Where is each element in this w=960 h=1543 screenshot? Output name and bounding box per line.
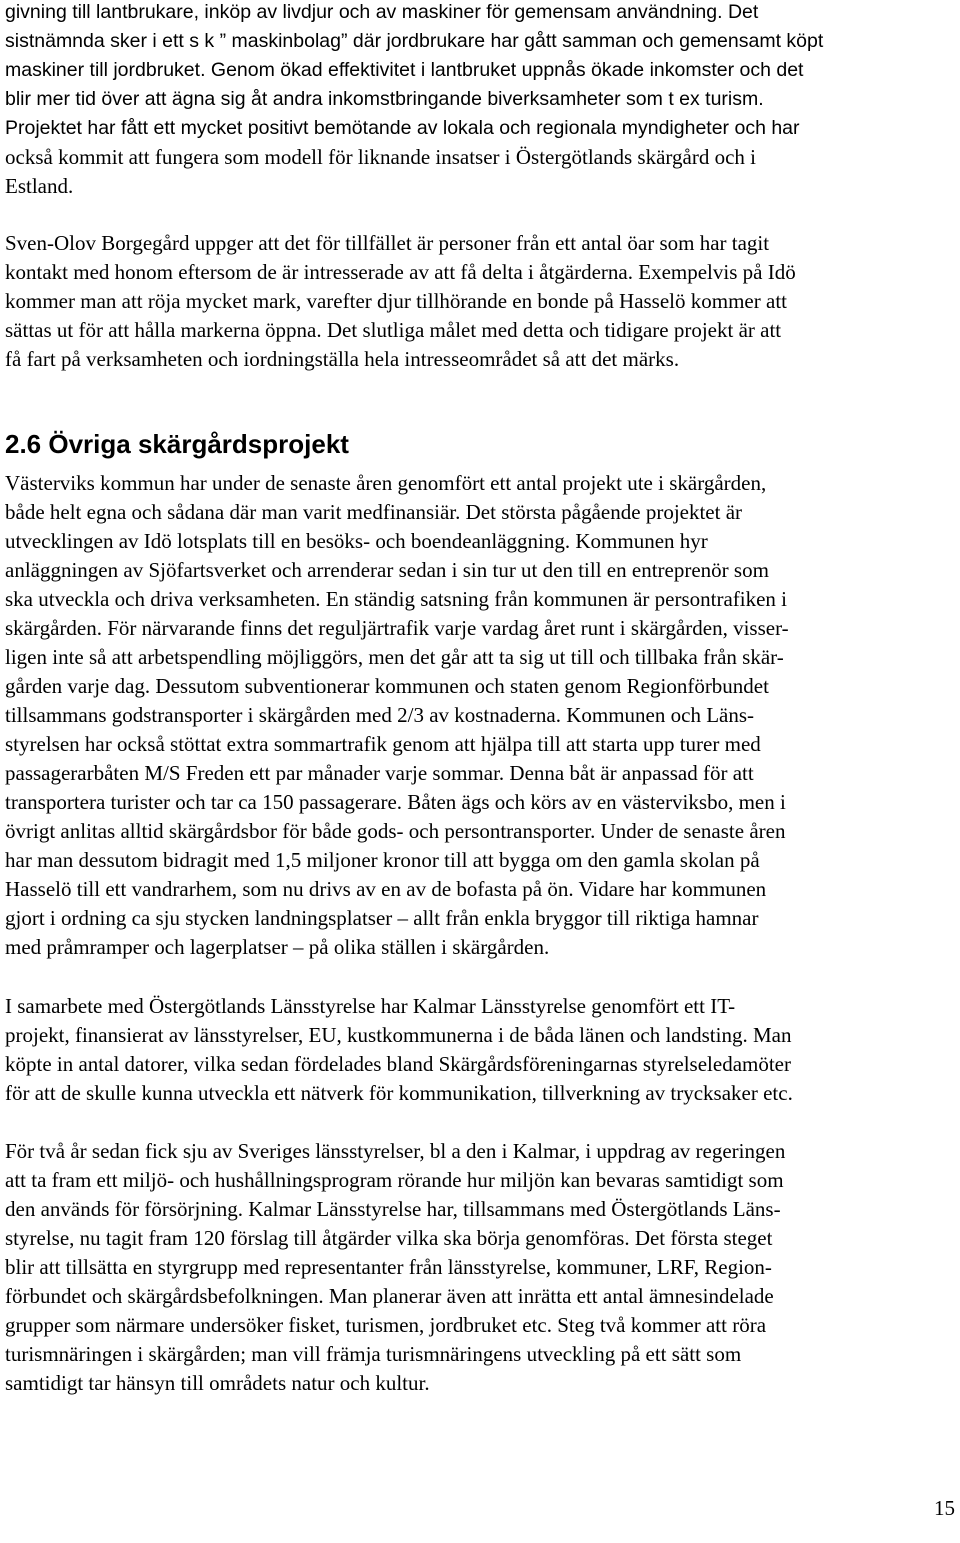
paragraph-borgegard [5,229,955,374]
text-line: samtidigt tar hänsyn till områdets natur och kultur. [5,1371,430,1395]
text-line: Estland. [5,174,74,198]
text-line: köpte in antal datorer, vilka sedan fördelades bland Skärgårdsföreningarnas styrelseledamöter [5,1052,791,1076]
text-line: givning till lantbrukare, inköp av livdjur och av maskiner för gemensam användning. Det [5,1,759,23]
text-line: också kommit att fungera som modell för liknande insatser i Östergötlands skärgård och i [5,145,756,169]
text-line: sistnämnda sker i ett s k ” maskinbolag” där jordbrukare har gått samman och gemensamt köpt [5,30,824,52]
text-line: övrigt anlitas alltid skärgårdsbor för både gods- och persontransporter. Under de senaste åren [5,819,786,843]
text-line: blir mer tid över att ägna sig åt andra inkomstbringande biverksamheter som t ex turism. [5,88,764,110]
text-line: har man dessutom bidragit med 1,5 miljoner kronor till att bygga om den gamla skolan på [5,848,760,872]
text-line: skärgården. För närvarande finns det reguljärtrafik varje vardag året runt i skärgården, visser- [5,616,789,640]
text-line: anläggningen av Sjöfartsverket och arrenderar sedan i sin tur ut den till en entreprenör som [5,558,769,582]
text-line: den används för försörjning. Kalmar Länsstyrelse har, tillsammans med Östergötlands Läns- [5,1197,781,1221]
text-line: sättas ut för att hålla markerna öppna. Det slutliga målet med detta och tidigare projekt är att [5,318,782,342]
text-line: projekt, finansierat av länsstyrelser, EU, kustkommunerna i de båda länen och landsting. Man [5,1023,792,1047]
text-line: att ta fram ett miljö- och hushållningsprogram rörande hur miljön kan bevaras samtidigt som [5,1168,784,1192]
text-line: kontakt med honom eftersom de är intresserade av att få delta i åtgärderna. Exempelvis på Idö [5,260,796,284]
text-line: blir att tillsätta en styrgrupp med representanter från länsstyrelse, kommuner, LRF, Region- [5,1255,772,1279]
text-line: tillsammans godstransporter i skärgården med 2/3 av kostnaderna. Kommunen och Läns- [5,703,755,727]
paragraph-ovriga-projekt [5,469,955,962]
text-line: med pråmramper och lagerplatser – på olika ställen i skärgården. [5,935,550,959]
text-line: transportera turister och tar ca 150 passagerare. Båten ägs och körs av en västerviksbo, men i [5,790,786,814]
paragraph-miljoprogram [5,1137,955,1398]
text-line: både helt egna och sådana där man varit medfinansiär. Det största pågående projektet är [5,500,743,524]
text-line: passagerarbåten M/S Freden ett par månader varje sommar. Denna båt är anpassad för att [5,761,754,785]
text-line: Hasselö till ett vandrarhem, som nu drivs av en av de bofasta på ön. Vidare har kommunen [5,877,767,901]
page-number: 15 [934,1496,955,1520]
text-line: För två år sedan fick sju av Sveriges länsstyrelser, bl a den i Kalmar, i uppdrag av regeringen [5,1139,786,1163]
text-line: ska utveckla och driva verksamheten. En ständig satsning från kommunen är persontrafiken i [5,587,788,611]
section-heading: 2.6 Övriga skärgårdsprojekt [5,429,349,459]
text-line: styrelsen har också stöttat extra sommartrafik genom att hjälpa till att starta upp turer med [5,732,761,756]
text-line: utvecklingen av Idö lotsplats till en besöks- och boendeanläggning. Kommunen hyr [5,529,708,553]
text-line: kommer man att röja mycket mark, varefter djur tillhörande en bonde på Hasselö kommer att [5,289,787,313]
text-line: Västerviks kommun har under de senaste åren genomfört ett antal projekt ute i skärgården, [5,471,767,495]
text-line: gjort i ordning ca sju stycken landningsplatser – allt från enkla bryggor till riktiga hamnar [5,906,759,930]
text-line: turismnäringen i skärgården; man vill främja turismnäringens utveckling på ett sätt som [5,1342,742,1366]
text-line: maskiner till jordbruket. Genom ökad effektivitet i lantbruket uppnås ökade inkomster och det [5,59,804,81]
text-line: Sven-Olov Borgegård uppger att det för tillfället är personer från ett antal öar som har tagit [5,231,770,255]
text-line: styrelse, nu tagit fram 120 förslag till åtgärder vilka ska börja genomföras. Det första steget [5,1226,773,1250]
text-line: gården varje dag. Dessutom subventionerar kommunen och staten genom Regionförbundet [5,674,769,698]
text-line: ligen inte så att arbetspendling möjliggörs, men det går att ta sig ut till och tillbaka från skär- [5,645,784,669]
text-line: I samarbete med Östergötlands Länsstyrelse har Kalmar Länsstyrelse genomfört ett IT- [5,994,736,1018]
text-line: Projektet har fått ett mycket positivt bemötande av lokala och regionala myndigheter och har [5,117,800,139]
text-line: förbundet och skärgårdsbefolkningen. Man planerar även att inrätta ett antal ämnesindelade [5,1284,774,1308]
paragraph-it-projekt [5,992,955,1108]
text-line: få fart på verksamheten och iordningställa hela intresseområdet så att det märks. [5,347,680,371]
text-line: grupper som närmare undersöker fisket, turismen, jordbruket etc. Steg två kommer att röra [5,1313,767,1337]
text-line: för att de skulle kunna utveckla ett nätverk för kommunikation, tillverkning av trycksaker etc. [5,1081,793,1105]
paragraph-livdjur-maskinbolag [5,0,955,201]
